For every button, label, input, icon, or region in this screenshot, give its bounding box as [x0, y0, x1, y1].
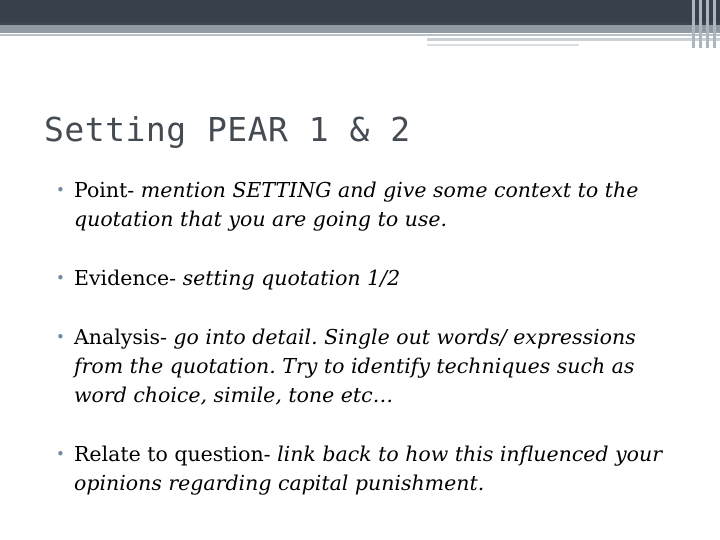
slide-title: Setting PEAR 1 & 2 [44, 110, 411, 149]
bullet-item-point [56, 176, 686, 234]
accent-line [427, 38, 720, 41]
bullet-icon: • [56, 445, 65, 463]
top-banner-strip [0, 25, 720, 33]
accent-line [0, 34, 720, 36]
bullet-text: go into detail. Single out words/ expressions from the quotation. Try to identify techniques such as word choice, simile, tone etc… [74, 325, 636, 407]
bullet-item-evidence [56, 264, 686, 293]
bullet-text: mention SETTING and give some context to the quotation that you are going to use. [74, 178, 639, 231]
bullet-lead: Analysis- [74, 325, 174, 349]
bullet-icon: • [56, 328, 65, 346]
bullet-text: setting quotation 1/2 [182, 266, 401, 290]
bullet-lead: Relate to question- [74, 442, 278, 466]
bullet-lead: Point- [74, 178, 141, 202]
bullet-item-analysis [56, 323, 686, 410]
bullet-text: link back to how this influenced your opinions regarding capital punishment. [74, 442, 662, 495]
bullet-icon: • [56, 181, 65, 199]
top-banner-shade [0, 0, 720, 22]
bullet-lead: Evidence- [74, 266, 183, 290]
bullet-item-relate [56, 440, 686, 498]
bullet-list [56, 176, 686, 498]
bullet-icon: • [56, 269, 65, 287]
accent-line [427, 44, 579, 46]
corner-decoration [690, 0, 720, 50]
